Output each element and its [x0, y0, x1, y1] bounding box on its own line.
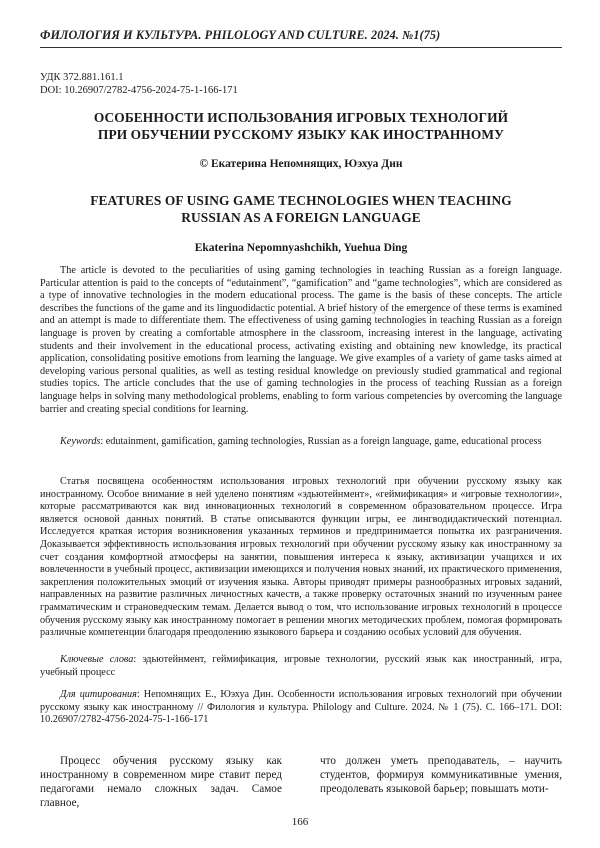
- udk-code: УДК 372.881.161.1: [40, 72, 124, 83]
- page-number: 166: [291, 816, 309, 828]
- keywords-ru: [40, 654, 562, 679]
- keywords-ru-text: : эдьютейнмент, геймификация, игровые технологии, русский язык как иностранный, игра, учебный процесс: [40, 654, 562, 678]
- title-ru-line-2: ПРИ ОБУЧЕНИИ РУССКОМУ ЯЗЫКУ КАК ИНОСТРАННОМУ: [97, 127, 505, 142]
- keywords-en-text: : edutainment, gamification, gaming technologies, Russian as a foreign language, game, educational process: [100, 436, 542, 447]
- keywords-en-label: Keywords: [60, 436, 101, 447]
- abstract-en: The article is devoted to the peculiarities of using gaming technologies in teaching Russian as a foreign language. Particular attention is paid to the concepts of “edutainment”, “gamification” and “game technologies”, which are considered as a type of innovative technologies in the modern educational process. The game is the basis of these concepts. The article describes the functions of the game and its linguodidactic potential. A brief history of the emergence of these terms is examined and an attempt is made to differentiate them. The effectiveness of using gaming technologies in teaching Russian as a foreign language is proven by creating a comfortable atmosphere in the classroom, increasing interest in the language, activating students and their involvement in the educational process, activating existing and obtaining new knowledge, its practical application, consolidating positive emotions from learning the language. We give examples of a variety of game tasks aimed at developing various personal qualities, as well as testing residual knowledge on previously studied grammatical and regional studies topics. The article concludes that the use of gaming technologies in the process of teaching Russian as a foreign language helps in solving many methodological problems, enabling to form various competencies by overcoming the language barrier and creating special conditions for learning.: [40, 265, 562, 415]
- body-column-left: Процесс обучения русскому языку как иностранному в современном мире ставит перед педагогами немало сложных задач. Самое главное,: [40, 755, 282, 809]
- keywords-ru-label: Ключевые слова: [60, 654, 134, 665]
- title-en: [40, 192, 562, 226]
- journal-header: ФИЛОЛОГИЯ И КУЛЬТУРА. PHILOLOGY AND CULTURE. 2024. №1(75): [40, 28, 441, 42]
- title-en-line-1: FEATURES OF USING GAME TECHNOLOGIES WHEN TEACHING: [90, 193, 512, 208]
- authors-en: Ekaterina Nepomnyashchikh, Yuehua Ding: [194, 242, 408, 254]
- title-ru: [40, 109, 562, 143]
- title-en-line-2: RUSSIAN AS A FOREIGN LANGUAGE: [181, 210, 421, 225]
- title-ru-line-1: ОСОБЕННОСТИ ИСПОЛЬЗОВАНИЯ ИГРОВЫХ ТЕХНОЛОГИЙ: [93, 110, 509, 125]
- keywords-en: [40, 436, 562, 449]
- doi: DOI: 10.26907/2782-4756-2024-75-1-166-171: [40, 85, 238, 96]
- citation: [40, 689, 562, 727]
- authors-ru: © Екатерина Непомнящих, Юэхуа Дин: [199, 158, 403, 170]
- body-column-right: что должен уметь преподаватель, – научить студентов, формируя коммуникативные умения, преодолевать языковой барьер; повышать моти-: [320, 755, 562, 795]
- citation-label: Для цитирования: [60, 689, 137, 700]
- header-divider: [40, 47, 562, 48]
- abstract-ru: Статья посвящена особенностям использования игровых технологий при обучении русскому языку как иностранному. Особое внимание в ней уделено понятиям «эдьютейнмент», «геймификация» и «игровые технологии», которые рассматриваются как вид инновационных технологий в современном образовательном процессе. Игра является основой данных понятий. В статье описываются функции игры, ее лингводидактический потенциал. Исследуется краткая история возникновения указанных терминов и предпринимается попытка их разграничения. Доказывается эффективность использования игровых технологий при обучении русскому языку как иностранному за счет создания комфортной атмосферы на занятии, повышения интереса к языку, активизации учащихся и их вовлеченности в учебный процесс, активизации имеющихся и получения новых знаний, их практического применения, закрепления положительных эмоций от изучения языка. Авторы приводят примеры разнообразных игровых заданий, направленных на развитие различных личностных качеств, а также проверку остаточных знаний по изученным ранее грамматическим и страноведческим темам. Делается вывод о том, что использование игровых технологий в процессе обучения русскому языку как иностранному помогает в решении многих методических проблем, помогая формировать различные компетенции благодаря преодолению языкового барьера и созданию особых условий для обучения.: [40, 476, 562, 639]
- citation-text: : Непомнящих Е., Юэхуа Дин. Особенности использования игровых технологий при обучении русскому языку как иностранному // Филология и культура. Philology and Culture. 2024. № 1 (75). С. 166–171. DOI: 10.26907/2782-4756-2024-75-1-166-171: [40, 689, 562, 726]
- body-text: [40, 754, 562, 824]
